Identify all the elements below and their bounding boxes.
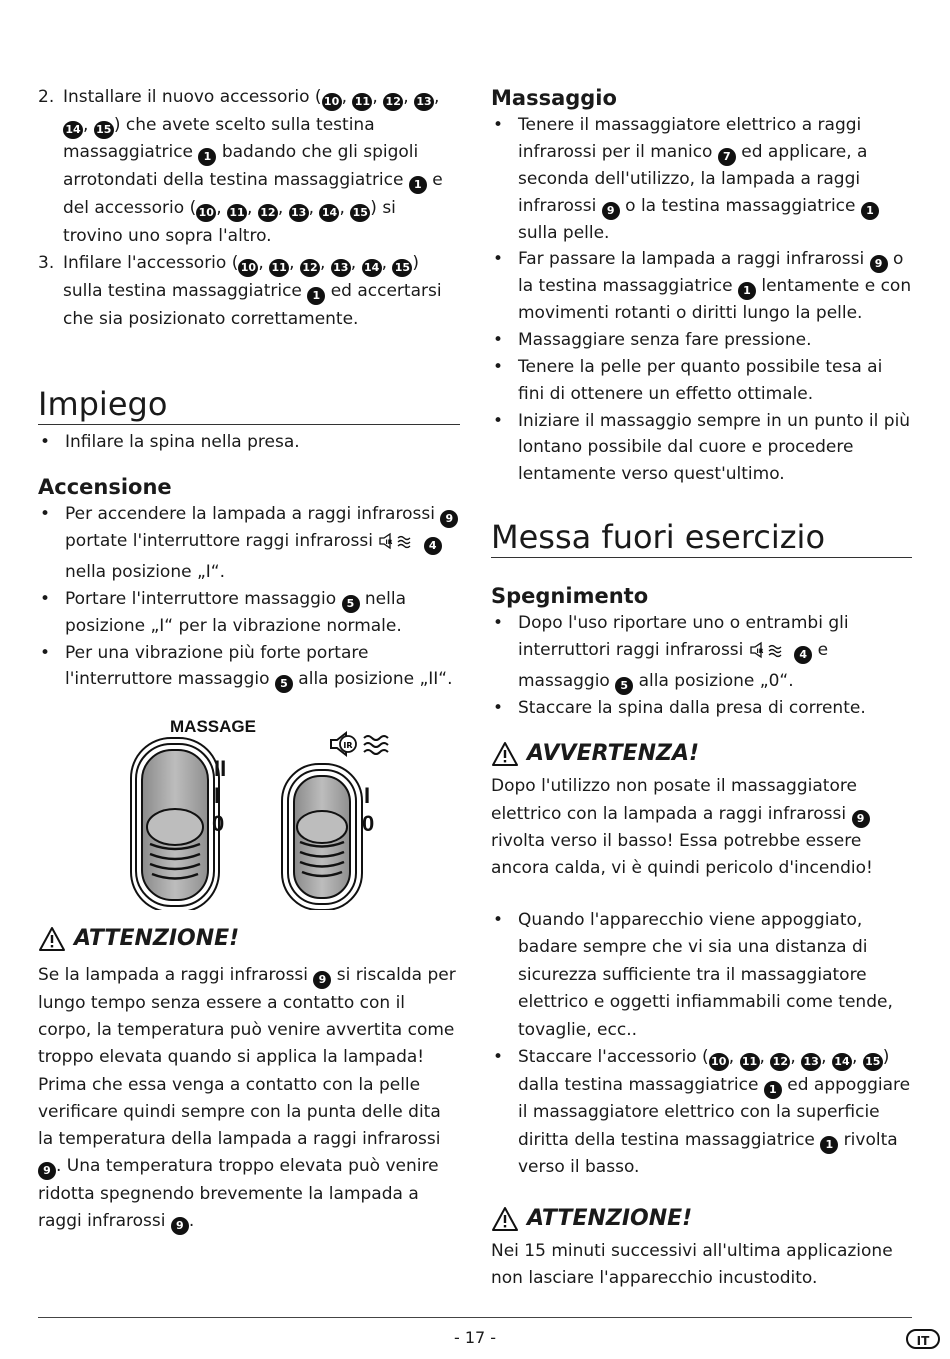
callout-number: 12: [300, 259, 320, 277]
callout-number: 9: [602, 202, 620, 220]
callout-number: 11: [740, 1053, 760, 1071]
switch-mark: I: [214, 783, 221, 809]
callout-number: 13: [331, 259, 351, 277]
callout-number: 12: [258, 204, 278, 222]
subsection-title-accensione: Accensione: [38, 475, 172, 500]
callout-number: 4: [424, 537, 442, 555]
right-column: [491, 84, 912, 1292]
attenzione-paragraph: Se la lampada a raggi infrarossi 9 si riscalda per lungo tempo senza essere a contatto con il corpo, la temperatura può venire avvertita come troppo elevata quando si applica la lampada! Prima che essa venga a contatto con la pelle verificare quindi sempre con la punta delle dita la temperatura della lampada a raggi infrarossi 9 . Una temperatura troppo elevata può venire ridotta spegnendo brevemente la lampada a raggi infrarossi 9 .: [38, 962, 460, 1235]
list-item: • Per accendere la lampada a raggi infrarossi 9 portate l'interruttore raggi infrarossi IR 4 nella posizione „I“.: [38, 501, 460, 586]
callout-number: 10: [196, 204, 216, 222]
avvertenza-paragraph: Dopo l'utilizzo non posate il massaggiatore elettrico con la lampada a raggi infrarossi 9 rivolta verso il basso! Essa potrebbe essere ancora calda, vi è quindi pericolo d'incendio!: [491, 776, 873, 879]
infrared-switch-icon: [378, 532, 418, 559]
callout-number: 13: [289, 204, 309, 222]
impiego-list: [38, 429, 460, 456]
callout-number: 15: [392, 259, 412, 277]
spegnimento-list: [491, 610, 912, 721]
callout-number: 14: [832, 1053, 852, 1071]
warning-triangle-icon: [38, 926, 66, 952]
switch-diagram: [38, 710, 460, 910]
warning-triangle-icon: [491, 741, 519, 767]
callout-number: 1: [820, 1136, 838, 1154]
step-number: 2.: [38, 87, 55, 107]
callout-number: 10: [322, 93, 342, 111]
callout-number: 9: [852, 810, 870, 828]
list-item: • Iniziare il massaggio sempre in un punto il più lontano possibile dal cuore e procedere lentamente verso quest'ultimo.: [491, 408, 912, 488]
avvertenza-heading: [491, 739, 912, 769]
list-item: • Dopo l'uso riportare uno o entrambi gli interruttori raggi infrarossi IR 4 e massaggio 5 alla posizione „0“.: [491, 610, 912, 695]
svg-text:IR: IR: [756, 647, 764, 655]
infrared-switch-icon: [749, 641, 789, 668]
attenzione-title: ATTENZIONE!: [527, 1205, 693, 1231]
callout-number: 13: [801, 1053, 821, 1071]
step-text: Installare il nuovo accessorio ( 10 , 11 , 12 , 13 , 14 , 15 ) che avete scelto sulla testina massaggiatrice 1 badando che gli spigoli arrotondati della testina massaggiatrice 1 e del accessorio ( 10 , 11 , 12 , 13 , 14 , 15 ) si trovino uno sopra l'altro.: [63, 87, 443, 246]
callout-number: 12: [770, 1053, 790, 1071]
attenzione-title: ATTENZIONE!: [74, 926, 240, 952]
callout-number: 9: [440, 510, 458, 528]
install-steps: [38, 84, 460, 333]
subsection-title-massaggio: Massaggio: [491, 86, 617, 110]
callout-number: 1: [198, 148, 216, 166]
callout-number: 11: [352, 93, 372, 111]
accensione-list: [38, 501, 460, 693]
step-text: Infilare l'accessorio ( 10 , 11 , 12 , 13 , 14 , 15 ) sulla testina massaggiatrice 1 ed accertarsi che sia posizionato correttamente.: [63, 253, 442, 329]
step-2: [38, 84, 460, 250]
list-item: • Far passare la lampada a raggi infrarossi 9 o la testina massaggiatrice 1 lentamente e con movimenti rotanti o diritti lungo la pelle.: [491, 246, 912, 327]
switch-mark: 0: [362, 811, 375, 837]
list-item: • Portare l'interruttore massaggio 5 nella posizione „I“ per la vibrazione normale.: [38, 586, 460, 640]
callout-number: 11: [227, 204, 247, 222]
list-item-text: Staccare l'accessorio ( 10 , 11 , 12 , 13 , 14 , 15 ) dalla testina massaggiatrice 1 ed appoggiare il massaggiatore elettrico con la superficie diritta della testina massaggiatrice 1 rivolta verso il basso.: [518, 1047, 911, 1178]
switch-mark: I: [364, 783, 371, 809]
left-column: [38, 84, 460, 1235]
avvertenza-title: AVVERTENZA!: [527, 741, 700, 767]
svg-text:IR: IR: [385, 539, 393, 547]
callout-number: 10: [238, 259, 258, 277]
list-item: • Quando l'apparecchio viene appoggiato, badare sempre che vi sia una distanza di sicurezza sufficiente tra il massaggiatore elettrico e oggetti infiammabili come tende, tovaglie, ecc..: [491, 907, 912, 1045]
language-badge: IT: [906, 1329, 940, 1349]
list-item: • Massaggiare senza fare pressione.: [491, 327, 912, 354]
callout-number: 5: [615, 677, 633, 695]
callout-number: 7: [718, 148, 736, 166]
callout-number: 5: [342, 595, 360, 613]
subsection-title-spegnimento: Spegnimento: [491, 583, 649, 608]
massage-label: MASSAGE: [170, 717, 256, 737]
callout-number: 15: [350, 204, 370, 222]
callout-number: 5: [275, 675, 293, 693]
attenzione-paragraph: Nei 15 minuti successivi all'ultima applicazione non lasciare l'apparecchio incustodito.: [491, 1240, 893, 1288]
list-item: • Infilare la spina nella presa.: [38, 429, 460, 456]
callout-number: 1: [861, 202, 879, 220]
step-number: 3.: [38, 253, 55, 274]
page-number: - 17 -: [453, 1328, 497, 1347]
callout-number: 9: [171, 1217, 189, 1235]
callout-number: 15: [94, 121, 114, 139]
footer-divider: [38, 1317, 912, 1318]
callout-number: 11: [269, 259, 289, 277]
attenzione-heading: [38, 924, 460, 954]
section-title-messa-fuori-esercizio: Messa fuori esercizio: [491, 518, 912, 558]
list-item: [491, 1044, 912, 1182]
callout-number: 12: [383, 93, 403, 111]
attenzione-heading-2: [491, 1204, 912, 1234]
list-item: • Tenere il massaggiatore elettrico a raggi infrarossi per il manico 7 ed applicare, a seconda dell'utilizzo, la lampada a raggi infrarossi 9 o la testina massaggiatrice 1 sulla pelle.: [491, 112, 912, 246]
callout-number: 10: [709, 1053, 729, 1071]
switch-mark: 0: [212, 811, 225, 837]
callout-number: 14: [319, 204, 339, 222]
callout-number: 15: [863, 1053, 883, 1071]
list-item: • Tenere la pelle per quanto possibile tesa ai fini di ottenere un effetto ottimale.: [491, 354, 912, 408]
callout-number: 1: [307, 287, 325, 305]
list-item: • Staccare la spina dalla presa di corrente.: [491, 695, 912, 722]
callout-number: 14: [63, 121, 83, 139]
callout-number: 9: [870, 255, 888, 273]
step-3: [38, 250, 460, 333]
callout-number: 1: [738, 282, 756, 300]
callout-number: 9: [313, 971, 331, 989]
callout-number: 14: [362, 259, 382, 277]
storage-list: [491, 907, 912, 1182]
switch-mark: II: [214, 756, 227, 782]
section-title-impiego: Impiego: [38, 385, 460, 425]
infrared-icon: [331, 733, 388, 755]
warning-triangle-icon: [491, 1206, 519, 1232]
callout-number: 4: [794, 646, 812, 664]
callout-number: 1: [409, 176, 427, 194]
callout-number: 1: [764, 1081, 782, 1099]
massaggio-list: [491, 112, 912, 488]
callout-number: 9: [38, 1162, 56, 1180]
svg-text:IR: IR: [343, 741, 353, 751]
list-item: • Per una vibrazione più forte portare l'interruttore massaggio 5 alla posizione „II“.: [38, 640, 460, 694]
switch-illustration: [38, 710, 460, 910]
callout-number: 13: [414, 93, 434, 111]
